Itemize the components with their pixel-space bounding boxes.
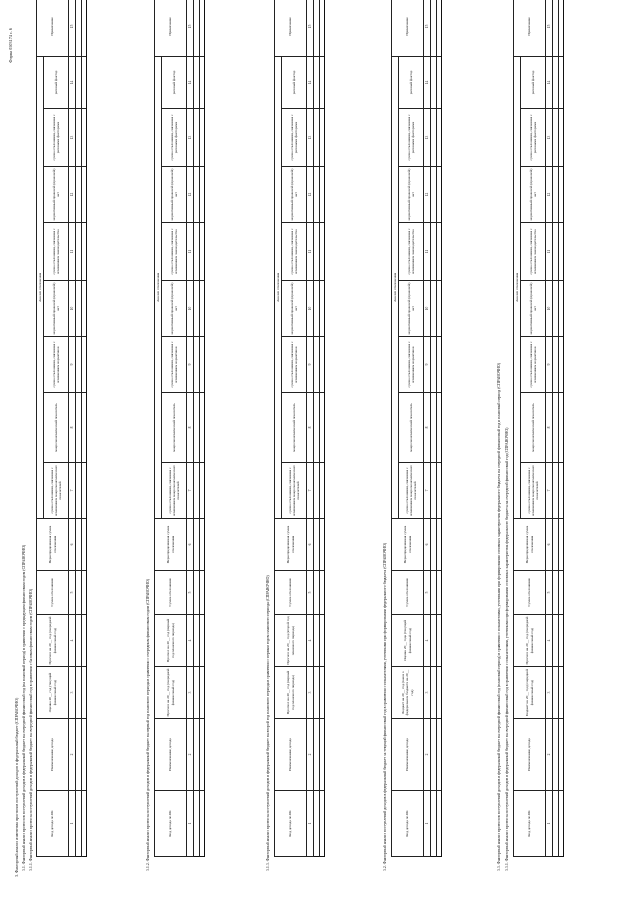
table-cell	[82, 109, 87, 167]
column-subheader: нормативный правовой (правовой) акт	[521, 167, 546, 223]
column-number: 10	[69, 281, 76, 337]
column-number: 5	[424, 571, 431, 615]
column-number: 13	[424, 109, 431, 167]
column-number: 6	[307, 519, 314, 571]
column-number: 7	[546, 463, 553, 519]
column-subheader: сумма отклонения, связанная с изменением законодательства	[282, 223, 307, 281]
column-subheader: нормативный правовой (правовой) акт	[162, 167, 187, 223]
column-number: 7	[424, 463, 431, 519]
column-subheader: сумма отклонения, связанная с изменением законодательства	[162, 223, 187, 281]
table-cell	[320, 791, 325, 857]
table-cell	[82, 281, 87, 337]
column-number: 4	[307, 615, 314, 667]
table-cell	[320, 281, 325, 337]
table-cell	[320, 337, 325, 393]
table-cell	[82, 571, 87, 615]
table-1-note: 3.1.1. Факторный анализ прогноза поступлений доходов в федеральный бюджет на очередной финансовый год в сравнении с базовым финансовым годом (СПРАВОЧНО)	[29, 588, 33, 871]
column-subheader: сумма отклонения, связанная с разовыми факторами	[521, 109, 546, 167]
column-header: Код дохода по БК	[392, 791, 424, 857]
table-cell	[437, 56, 442, 108]
column-number: 2	[546, 719, 553, 791]
column-subheader: сумма отклонения, связанная с изменением макроэкономических показателей	[162, 463, 187, 519]
table-4-subtitle: 3.2. Факторный анализ поступлений доходов в федеральный бюджет за текущий финансовый год в сравнении с показателями, учтенными при формировании федерального бюджета (СПРАВОЧНО)	[383, 542, 387, 871]
table-cell	[437, 393, 442, 463]
table-cell	[82, 167, 87, 223]
column-number: 2	[187, 719, 194, 791]
column-header: Нераспределенная сумма отклонения	[275, 519, 307, 571]
table-5-subtitle: 3.3. Факторный анализ прогнозов поступлений доходов в федеральный бюджет на очередной финансовый год (плановый период) в сравнении с показателями, учтенными при формировании основных характеристик федерального бюджета на очередной финансовый год и плановый период (СПРАВОЧНО)	[497, 362, 501, 871]
column-number: 13	[307, 109, 314, 167]
column-header: Сумма отклонения	[37, 571, 69, 615]
column-number: 13	[187, 109, 194, 167]
column-subheader: макроэкономический показатель	[44, 393, 69, 463]
column-number: 2	[424, 719, 431, 791]
table-cell	[320, 463, 325, 519]
column-header: Код дохода по БК	[155, 791, 187, 857]
table-cell	[559, 337, 564, 393]
table-cell	[320, 667, 325, 719]
column-subheader: сумма отклонения, связанная с изменением макроэкономических показателей	[282, 463, 307, 519]
table-1-subtitle: 3.1. Факторный анализ прогнозов поступлений доходов в федеральный бюджет на очередной финансовый год (на плановый период) в сравнении с предыдущим финансовым годом (СПРАВОЧНО)	[22, 544, 26, 871]
column-number: 11	[424, 223, 431, 281]
table-cell	[559, 571, 564, 615]
table-cell	[559, 109, 564, 167]
table-cell	[200, 223, 205, 281]
table-cell	[320, 0, 325, 56]
column-subheader: макроэкономический показатель	[162, 393, 187, 463]
table-cell	[320, 519, 325, 571]
table-cell	[559, 667, 564, 719]
column-number: 12	[307, 167, 314, 223]
column-header: Нераспределенная сумма отклонения	[514, 519, 546, 571]
column-subheader: сумма отклонения, связанная с изменением законодательства	[521, 223, 546, 281]
analysis-header: Анализ отклонения	[392, 56, 399, 518]
column-subheader: сумма отклонения, связанная с изменением нормативов	[44, 337, 69, 393]
table-5	[513, 0, 564, 857]
column-number: 15	[187, 0, 194, 56]
analysis-header: Анализ отклонения	[155, 56, 162, 518]
column-subheader: сумма отклонения, связанная с разовыми факторами	[399, 109, 424, 167]
column-subheader: сумма отклонения, связанная с изменением нормативов	[521, 337, 546, 393]
column-subheader: сумма отклонения, связанная с изменением законодательства	[399, 223, 424, 281]
column-number: 4	[424, 615, 431, 667]
table-cell	[437, 281, 442, 337]
column-number: 13	[546, 109, 553, 167]
column-number: 9	[546, 337, 553, 393]
section-title: 3. Факторный анализ изменения прогнозов поступлений доходов в федеральный бюджет (СПРАВОЧНО)	[14, 697, 19, 877]
table-cell	[437, 615, 442, 667]
column-number: 3	[187, 667, 194, 719]
column-number: 3	[546, 667, 553, 719]
column-header: Примечание	[392, 0, 424, 56]
column-number: 12	[69, 167, 76, 223]
table-cell	[200, 337, 205, 393]
analysis-header: Анализ отклонения	[37, 56, 44, 518]
column-header: Оценка 20__ года (текущий финансовый год)	[392, 615, 424, 667]
column-header: Код дохода по БК	[514, 791, 546, 857]
column-header: Примечание	[37, 0, 69, 56]
table-cell	[200, 667, 205, 719]
table-cell	[82, 463, 87, 519]
table-cell	[200, 167, 205, 223]
table-cell	[200, 791, 205, 857]
table-cell	[437, 667, 442, 719]
column-number: 1	[69, 791, 76, 857]
table-cell	[82, 56, 87, 108]
column-subheader: разовый фактор	[44, 56, 69, 108]
column-header: Сумма отклонения	[275, 571, 307, 615]
table-cell	[82, 223, 87, 281]
column-subheader: сумма отклонения, связанная с изменением макроэкономических показателей	[399, 463, 424, 519]
column-number: 10	[546, 281, 553, 337]
column-number: 6	[187, 519, 194, 571]
table-cell	[82, 0, 87, 56]
table-cell	[82, 393, 87, 463]
table-cell	[559, 719, 564, 791]
column-number: 1	[424, 791, 431, 857]
table-cell	[200, 519, 205, 571]
table-cell	[320, 56, 325, 108]
column-number: 9	[307, 337, 314, 393]
column-number: 15	[424, 0, 431, 56]
column-number: 10	[187, 281, 194, 337]
column-header: Примечание	[514, 0, 546, 56]
table-5-note: 3.3.1. Факторный анализ прогноза поступлений доходов в федеральный бюджет на очередной финансовый год в сравнении с показателями, учтенными при формировании основных характеристик федерального бюджета на очередной финансовый год (СПРАВОЧНО)	[505, 427, 509, 871]
table-cell	[437, 337, 442, 393]
column-number: 3	[307, 667, 314, 719]
column-header: Наименование дохода	[275, 719, 307, 791]
column-subheader: сумма отклонения, связанная с разовыми факторами	[44, 109, 69, 167]
table-cell	[559, 167, 564, 223]
column-subheader: сумма отклонения, связанная с разовыми факторами	[162, 109, 187, 167]
column-subheader: нормативный правовой (правовой) акт	[521, 281, 546, 337]
table-cell	[320, 393, 325, 463]
column-number: 2	[69, 719, 76, 791]
column-subheader: сумма отклонения, связанная с изменением макроэкономических показателей	[44, 463, 69, 519]
column-header: Прогноз на 20__ год (первый год планового периода)	[275, 667, 307, 719]
table-cell	[437, 571, 442, 615]
column-subheader: сумма отклонения, связанная с изменением законодательства	[44, 223, 69, 281]
analysis-header: Анализ отклонения	[275, 56, 282, 518]
column-subheader: разовый фактор	[162, 56, 187, 108]
column-number: 3	[69, 667, 76, 719]
column-subheader: сумма отклонения, связанная с изменением нормативов	[399, 337, 424, 393]
table-cell	[82, 615, 87, 667]
column-number: 7	[307, 463, 314, 519]
column-subheader: макроэкономический показатель	[521, 393, 546, 463]
column-number: 12	[424, 167, 431, 223]
column-header: Сумма отклонения	[392, 571, 424, 615]
table-cell	[559, 223, 564, 281]
column-number: 9	[69, 337, 76, 393]
column-number: 12	[187, 167, 194, 223]
column-header: Прогноз на 20__ год (очередной финансовый год)	[514, 615, 546, 667]
column-number: 6	[546, 519, 553, 571]
column-number: 8	[546, 393, 553, 463]
table-cell	[320, 167, 325, 223]
table-3-subtitle: 3.1.3. Факторный анализ прогноза поступлений доходов в федеральный бюджет на второй год планового периода в сравнении с первым годом планового периода (СПРАВОЧНО)	[266, 575, 270, 871]
column-number: 15	[307, 0, 314, 56]
column-number: 15	[69, 0, 76, 56]
table-3	[274, 0, 325, 857]
column-number: 4	[187, 615, 194, 667]
column-header: Оценка 20__ год (текущий финансовый год)	[37, 667, 69, 719]
table-cell	[200, 56, 205, 108]
column-subheader: сумма отклонения, связанная с изменением нормативов	[162, 337, 187, 393]
column-number: 11	[307, 223, 314, 281]
column-number: 15	[546, 0, 553, 56]
column-header: Код дохода по БК	[37, 791, 69, 857]
column-number: 14	[546, 56, 553, 108]
column-header: Нераспределенная сумма отклонения	[392, 519, 424, 571]
table-cell	[320, 223, 325, 281]
column-header: Прогноз на 20__ год (первый год планового периода)	[155, 615, 187, 667]
table-4	[391, 0, 442, 857]
table-cell	[437, 167, 442, 223]
column-header: Наименование дохода	[514, 719, 546, 791]
column-header: Примечание	[275, 0, 307, 56]
column-header: Сумма отклонения	[155, 571, 187, 615]
column-number: 1	[546, 791, 553, 857]
column-header: Прогноз на 20__ год (очередной финансовый год)	[155, 667, 187, 719]
table-1	[36, 0, 87, 857]
table-cell	[559, 519, 564, 571]
column-number: 11	[546, 223, 553, 281]
table-cell	[200, 615, 205, 667]
table-cell	[437, 519, 442, 571]
column-header: Бюджет на 20__ год (закон о федеральном бюджете на 20__ год)	[392, 667, 424, 719]
table-cell	[320, 615, 325, 667]
column-number: 14	[307, 56, 314, 108]
column-number: 8	[424, 393, 431, 463]
column-subheader: макроэкономический показатель	[399, 393, 424, 463]
table-cell	[200, 719, 205, 791]
table-cell	[559, 281, 564, 337]
column-subheader: нормативный правовой (правовой) акт	[44, 167, 69, 223]
table-cell	[559, 393, 564, 463]
column-number: 9	[424, 337, 431, 393]
table-cell	[437, 719, 442, 791]
table-cell	[559, 615, 564, 667]
column-number: 4	[546, 615, 553, 667]
column-number: 7	[187, 463, 194, 519]
table-cell	[82, 667, 87, 719]
table-cell	[82, 719, 87, 791]
column-number: 1	[187, 791, 194, 857]
table-cell	[200, 0, 205, 56]
column-subheader: разовый фактор	[399, 56, 424, 108]
column-header: Код дохода по БК	[275, 791, 307, 857]
column-number: 8	[187, 393, 194, 463]
column-number: 2	[307, 719, 314, 791]
table-cell	[437, 109, 442, 167]
table-cell	[82, 791, 87, 857]
table-cell	[559, 791, 564, 857]
table-cell	[559, 0, 564, 56]
column-number: 14	[424, 56, 431, 108]
table-cell	[437, 0, 442, 56]
table-cell	[200, 393, 205, 463]
table-cell	[437, 463, 442, 519]
column-number: 11	[187, 223, 194, 281]
table-2-subtitle: 3.1.2. Факторный анализ прогноза поступлений доходов в федеральный бюджет на первый год планового периода в сравнении с очередным финансовым годом (СПРАВОЧНО)	[146, 578, 150, 871]
table-cell	[320, 109, 325, 167]
column-number: 13	[69, 109, 76, 167]
table-cell	[200, 109, 205, 167]
column-header: Наименование дохода	[155, 719, 187, 791]
table-cell	[559, 463, 564, 519]
column-header: Примечание	[155, 0, 187, 56]
table-cell	[320, 719, 325, 791]
column-header: Прогноз на 20__ год (второй год планового периода)	[275, 615, 307, 667]
column-subheader: нормативный правовой (правовой) акт	[282, 281, 307, 337]
column-number: 8	[69, 393, 76, 463]
column-number: 7	[69, 463, 76, 519]
column-subheader: сумма отклонения, связанная с изменением макроэкономических показателей	[521, 463, 546, 519]
table-2	[154, 0, 205, 857]
column-number: 9	[187, 337, 194, 393]
column-number: 8	[307, 393, 314, 463]
table-cell	[200, 463, 205, 519]
column-number: 11	[69, 223, 76, 281]
column-subheader: макроэкономический показатель	[282, 393, 307, 463]
column-number: 10	[307, 281, 314, 337]
column-subheader: сумма отклонения, связанная с изменением нормативов	[282, 337, 307, 393]
column-subheader: нормативный правовой (правовой) акт	[44, 281, 69, 337]
column-subheader: разовый фактор	[521, 56, 546, 108]
analysis-header: Анализ отклонения	[514, 56, 521, 518]
column-subheader: нормативный правовой (правовой) акт	[399, 281, 424, 337]
column-number: 5	[69, 571, 76, 615]
column-subheader: нормативный правовой (правовой) акт	[399, 167, 424, 223]
column-number: 6	[69, 519, 76, 571]
table-cell	[559, 56, 564, 108]
column-number: 14	[187, 56, 194, 108]
column-number: 1	[307, 791, 314, 857]
column-subheader: разовый фактор	[282, 56, 307, 108]
column-header: Нераспределенная сумма отклонения	[37, 519, 69, 571]
table-cell	[82, 337, 87, 393]
table-cell	[200, 571, 205, 615]
column-subheader: сумма отклонения, связанная с разовыми факторами	[282, 109, 307, 167]
table-cell	[437, 791, 442, 857]
column-header: Бюджет на 20__ год (очередной финансовый год)	[514, 667, 546, 719]
column-number: 4	[69, 615, 76, 667]
table-cell	[82, 519, 87, 571]
column-number: 5	[546, 571, 553, 615]
column-number: 3	[424, 667, 431, 719]
table-cell	[320, 571, 325, 615]
column-number: 12	[546, 167, 553, 223]
column-header: Прогноз на 20__ год (очередной финансовый год)	[37, 615, 69, 667]
column-subheader: нормативный правовой (правовой) акт	[162, 281, 187, 337]
table-cell	[200, 281, 205, 337]
table-cell	[437, 223, 442, 281]
column-header: Сумма отклонения	[514, 571, 546, 615]
form-code: Форма 0503174 с. 6	[8, 28, 13, 63]
column-number: 14	[69, 56, 76, 108]
column-number: 5	[187, 571, 194, 615]
column-header: Наименование дохода	[392, 719, 424, 791]
column-subheader: нормативный правовой (правовой) акт	[282, 167, 307, 223]
column-number: 10	[424, 281, 431, 337]
column-header: Нераспределенная сумма отклонения	[155, 519, 187, 571]
column-number: 5	[307, 571, 314, 615]
column-number: 6	[424, 519, 431, 571]
column-header: Наименование дохода	[37, 719, 69, 791]
